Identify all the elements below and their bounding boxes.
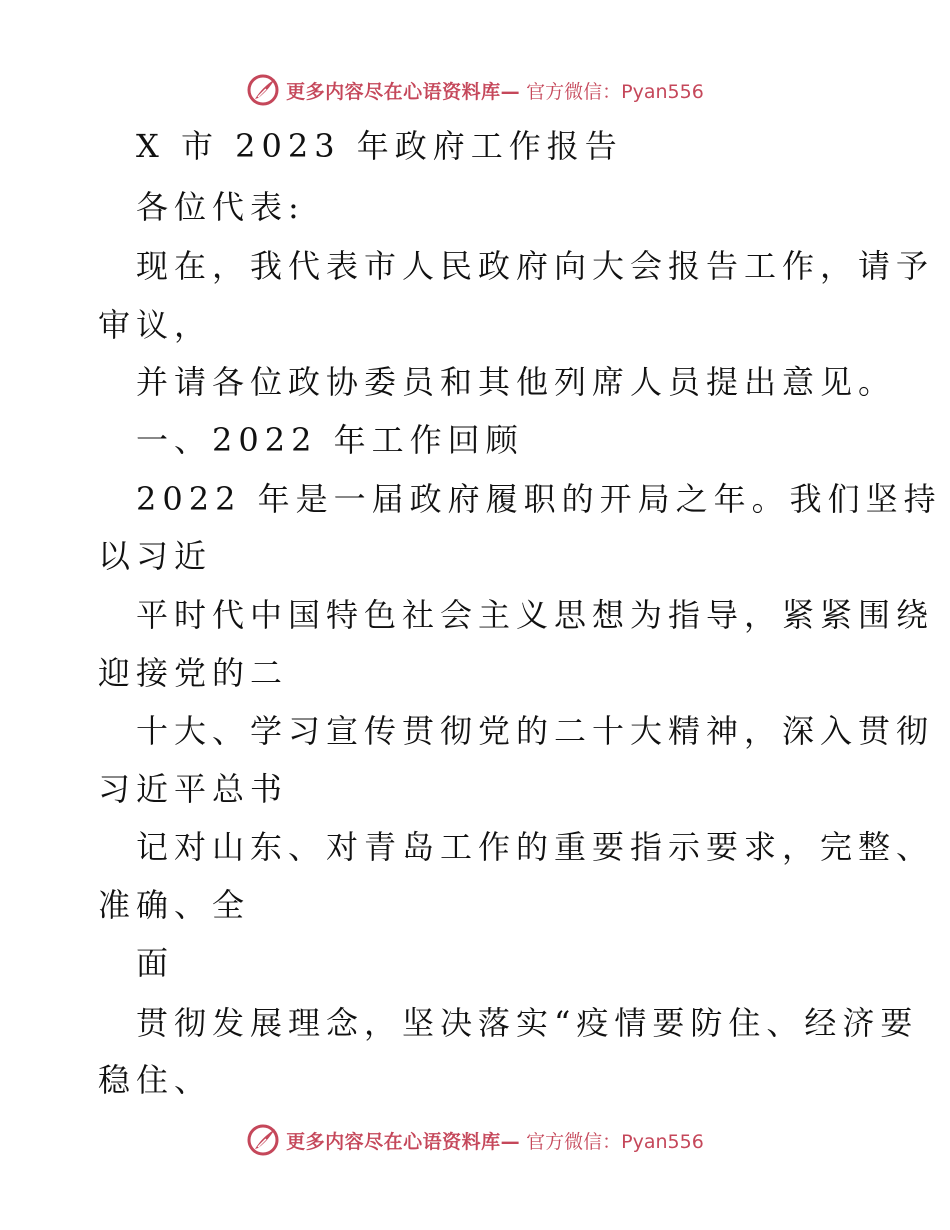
paragraph-line: 以习近 [98,537,213,575]
paragraph-line: 稳住、 [98,1061,213,1099]
paragraph-line: 并请各位政协委员和其他列席人员提出意见。 [136,363,897,401]
banner-wechat-text: 官方微信：Pyan556 [526,80,704,103]
paragraph-line: 十大、学习宣传贯彻党的二十大精神，深入贯彻 [136,712,935,750]
document-title: X 市 2023 年政府工作报告 [136,127,623,165]
banner-site-text: 更多内容尽在心语资料库— [286,80,521,103]
paragraph-line: 平时代中国特色社会主义思想为指导，紧紧围绕 [136,596,935,634]
paragraph-line: 习近平总书 [98,770,289,808]
paragraph-line: 贯彻发展理念，坚决落实“疫情要防住、经济要 [136,1004,919,1042]
paragraph-line: 现在，我代表市人民政府向大会报告工作，请予 [136,247,935,285]
paragraph-line: 迎接党的二 [98,654,289,692]
paragraph-line: 审议， [98,306,213,344]
paragraph-line: 面 [136,944,175,982]
paragraph-line: 记对山东、对青岛工作的重要指示要求，完整、 [136,828,935,866]
feather-circle-icon [246,1123,280,1157]
banner-site-text: 更多内容尽在心语资料库— [286,1130,521,1153]
salutation: 各位代表: [136,188,305,226]
banner-wechat-text: 官方微信：Pyan556 [526,1130,704,1153]
paragraph-line: 2022 年是一届政府履职的开局之年。我们坚持 [136,480,942,518]
paragraph-line: 准确、全 [98,886,251,924]
footer-banner [0,1120,950,1160]
section-heading: 一、2022 年工作回顾 [136,421,524,459]
